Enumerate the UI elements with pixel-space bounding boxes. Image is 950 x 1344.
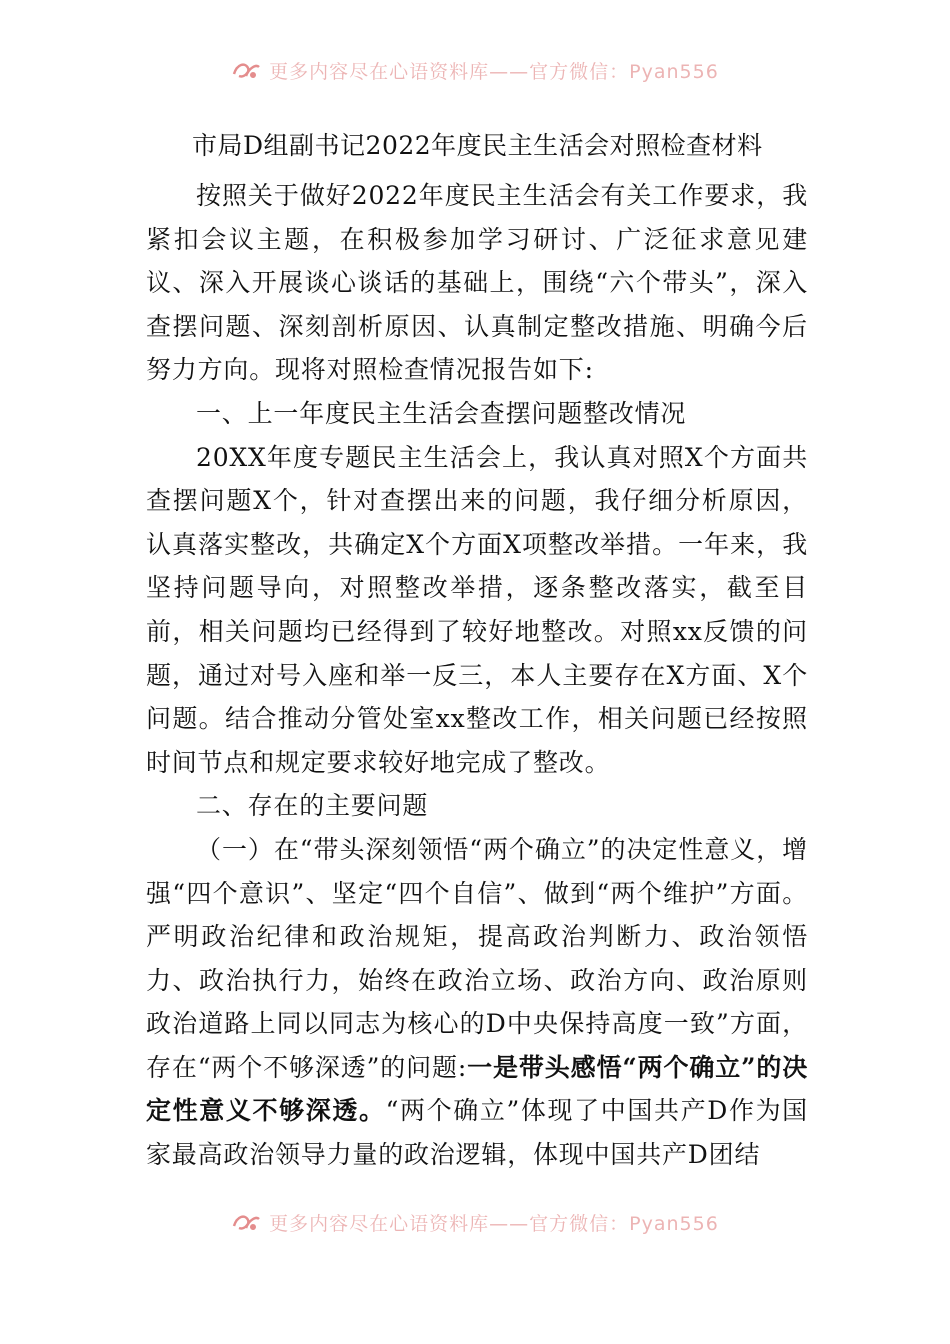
watermark-logo-icon [231, 58, 261, 82]
section-1-heading: 一、上一年度民主生活会查摆问题整改情况 [196, 398, 687, 428]
watermark-bottom [0, 1202, 950, 1242]
section-2-text-start: （一）在“带头深刻领悟“两个确立”的决定性意义，增强“四个意识”、坚定“四个自信”、做到“两个维护”方面。严明政治纪律和政治规矩，提高政治判断力、政治领悟力、政治执行力，始终在政治立场、政治方向、政治原则政治道路上同以同志为核心的D中央保持高度一致”方面，存在“两个不够深透”的问题: [146, 834, 808, 1082]
section-2-text-end: “两个确立”体现了中国共产D作为国家最高政治领导力量的政治逻辑，体现中国共产D团结 [146, 1096, 808, 1170]
watermark-text: 更多内容尽在心语资料库——官方微信：Pyan556 [269, 1212, 719, 1235]
section-2-bold-text: 一是带头感悟“两个确立”的决定性意义不够深透。 [146, 1052, 808, 1126]
watermark-logo-icon [231, 1210, 261, 1234]
section-2-paragraph [146, 828, 808, 1177]
section-1-paragraph: 20XX年度专题民主生活会上，我认真对照X个方面共查摆问题X个，针对查摆出来的问题，我仔细分析原因，认真落实整改，共确定X个方面X项整改举措。一年来，我坚持问题导向，对照整改举措，逐条整改落实，截至目前，相关问题均已经得到了较好地整改。对照xx反馈的问题，通过对号入座和举一反三，本人主要存在X方面、X个问题。结合推动分管处室xx整改工作，相关问题已经按照时间节点和规定要求较好地完成了整改。 [146, 442, 808, 777]
intro-paragraph: 按照关于做好2022年度民主生活会有关工作要求，我紧扣会议主题，在积极参加学习研讨、广泛征求意见建议、深入开展谈心谈话的基础上，围绕“六个带头”，深入查摆问题、深刻剖析原因、认真制定整改措施、明确今后努力方向。现将对照检查情况报告如下: [146, 181, 808, 385]
document-body [146, 124, 808, 1177]
section-2-heading: 二、存在的主要问题 [196, 791, 429, 821]
watermark-text: 更多内容尽在心语资料库——官方微信：Pyan556 [269, 60, 719, 83]
watermark-top [0, 50, 950, 90]
document-title: 市局D组副书记2022年度民主生活会对照检查材料 [192, 131, 763, 160]
